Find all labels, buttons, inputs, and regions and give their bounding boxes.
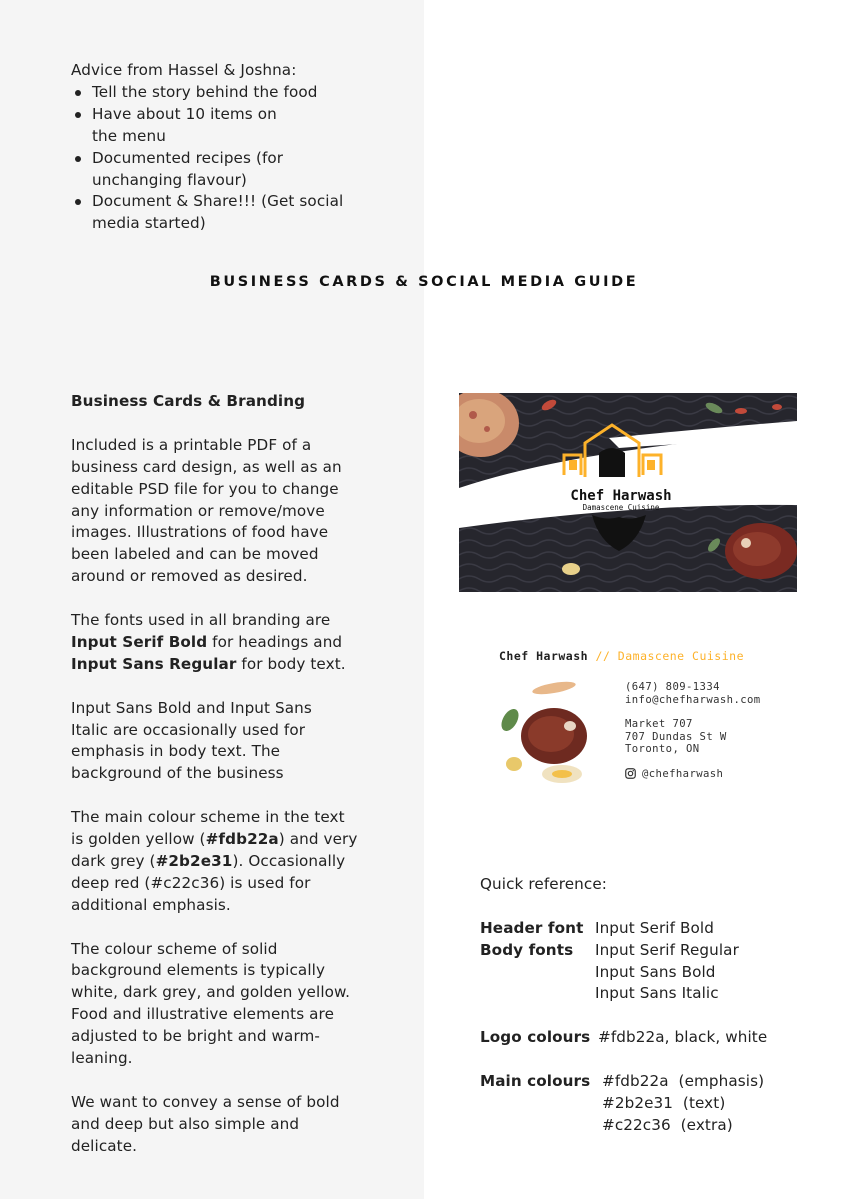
body-fonts-label: Body fonts	[480, 940, 574, 959]
branding-text-column	[71, 391, 361, 1180]
advice-item-text: Have about 10 items on	[92, 104, 277, 123]
list-item	[71, 148, 371, 192]
banner-brand: Chef Harwash	[570, 488, 672, 504]
quick-reference	[480, 874, 820, 1137]
card-address-line: Market 707	[625, 718, 693, 730]
list-item	[71, 191, 371, 235]
card-instagram: @chefharwash	[642, 767, 724, 780]
main-colour-value: #c22c36 (extra)	[602, 1115, 733, 1134]
section-title: BUSINESS CARDS & SOCIAL MEDIA GUIDE	[209, 274, 639, 290]
branding-heading: Business Cards & Branding	[71, 392, 306, 410]
instagram-icon	[625, 768, 636, 779]
advice-item-text: media started)	[92, 214, 206, 233]
colour-code-bold: #fdb22a	[205, 830, 279, 849]
card-address-line: 707 Dundas St W	[625, 730, 727, 743]
colour-code-bold: #2b2e31	[155, 851, 233, 870]
branding-paragraph-tone: We want to convey a sense of bold and deep but also simple and delicate.	[71, 1092, 340, 1155]
card-address-line: Toronto, ON	[625, 743, 700, 755]
quick-reference-title: Quick reference:	[480, 875, 608, 893]
branding-paragraph-1: Included is a printable PDF of a business card design, as well as an editable PSD file for you to change any information or remove/move images. Illustrations of food have been labeled and can be moved around or removed as desired.	[71, 435, 342, 586]
header-font-value: Input Serif Bold	[595, 918, 714, 937]
advice-item-text: Tell the story behind the food	[92, 82, 318, 101]
card-subtitle: Damascene Cuisine	[617, 649, 744, 663]
main-colour-value: #fdb22a (emphasis)	[602, 1072, 765, 1091]
list-item	[71, 104, 371, 148]
logo-colours-label: Logo colours	[480, 1028, 591, 1047]
body-fonts-row	[480, 940, 820, 962]
branding-paragraph-background: The colour scheme of solid background elements is typically white, dark grey, and golden yellow. Food and illustrative elements are adjusted to be bright and warm- leaning.	[71, 939, 351, 1068]
card-phone: (647) 809-1334	[625, 681, 720, 693]
branding-paragraph-fonts: The fonts used in all branding are Input Serif Bold for headings and Input Sans Regular for body text.	[71, 611, 346, 673]
card-food-illustration	[496, 680, 614, 798]
advice-item-text: unchanging flavour)	[92, 170, 247, 189]
advice-block	[71, 60, 371, 235]
banner-artwork	[459, 393, 797, 592]
font-name-bold: Input Sans Regular	[71, 654, 237, 673]
card-contact-details	[625, 681, 761, 780]
card-name: Chef Harwash	[499, 649, 589, 663]
advice-item-text: Documented recipes (for	[92, 148, 284, 167]
advice-list	[71, 82, 371, 235]
card-header	[499, 649, 744, 663]
banner-tagline: Damascene Cuisine	[582, 503, 660, 512]
main-colours-label: Main colours	[480, 1072, 591, 1091]
main-colours-row	[480, 1071, 820, 1093]
body-font-value: Input Serif Regular	[595, 940, 739, 959]
list-item	[71, 82, 371, 104]
quick-reference-title-row	[480, 874, 820, 896]
advice-intro: Advice from Hassel & Joshna:	[71, 61, 297, 79]
branding-paragraph-emphasis: Input Sans Bold and Input Sans Italic are occasionally used for emphasis in body text. The background of the business	[71, 698, 312, 783]
logo-colours-row	[480, 1027, 820, 1049]
card-email: info@chefharwash.com	[625, 693, 761, 706]
header-font-row	[480, 918, 820, 940]
advice-item-text: the menu	[92, 126, 166, 145]
card-separator: //	[588, 649, 618, 663]
body-font-value: Input Sans Bold	[595, 962, 716, 981]
branding-paragraph-colours: The main colour scheme in the text is golden yellow (#fdb22a) and very dark grey (#2b2e31). Occasionally deep red (#c22c36) is used for additional emphasis.	[71, 808, 358, 914]
logo-colours-value: #fdb22a, black, white	[598, 1028, 768, 1047]
font-name-bold: Input Serif Bold	[71, 632, 208, 651]
body-font-value: Input Sans Italic	[595, 984, 719, 1003]
advice-item-text: Document & Share!!! (Get social	[92, 192, 344, 211]
main-colour-value: #2b2e31 (text)	[602, 1093, 726, 1112]
social-media-banner	[459, 393, 797, 592]
header-font-label: Header font	[480, 918, 584, 937]
